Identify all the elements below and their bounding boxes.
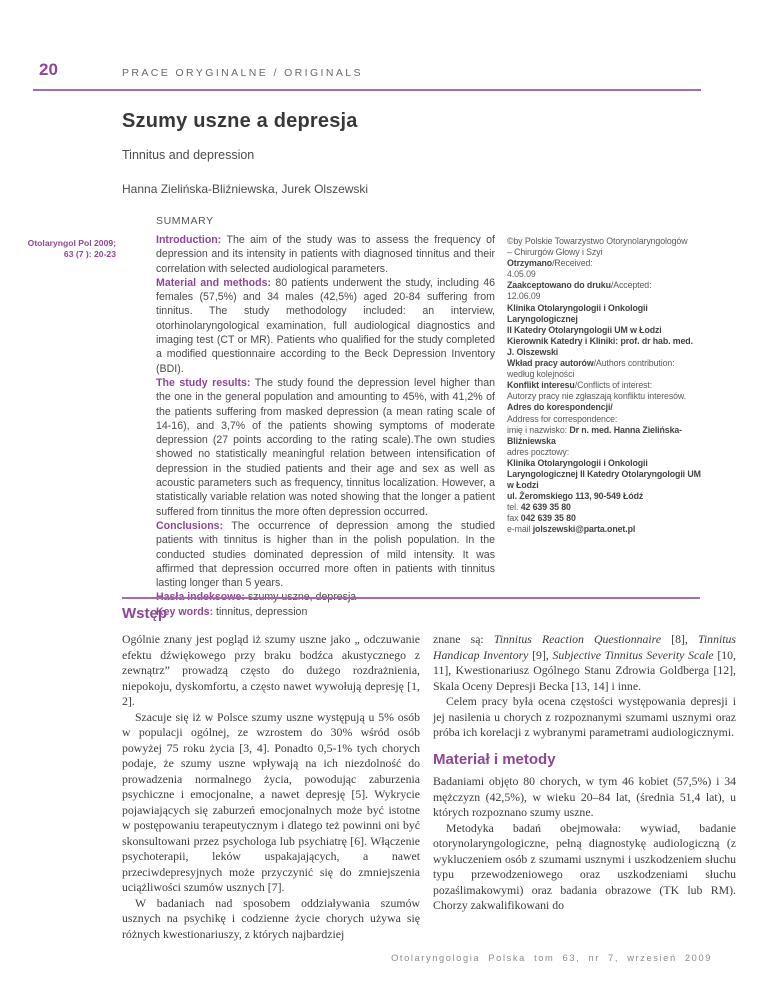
- metadata-line: [507, 280, 713, 291]
- section-divider-rule: [122, 597, 700, 599]
- summary-label: The study results:: [156, 376, 251, 389]
- bold-text: Konflikt interesu: [507, 380, 575, 391]
- text-segment: /Conflicts of interest:: [574, 380, 653, 391]
- bold-text: Wkład pracy autorów: [507, 358, 594, 369]
- metadata-line: [507, 380, 713, 391]
- citation-line: 63 (7 ): 20-23: [63, 249, 116, 259]
- text-segment: Address for correspondence:: [507, 413, 618, 424]
- text-segment: Autorzy pracy nie zgłaszają konfliktu interesów.: [507, 391, 687, 402]
- text-segment: Szacuje się iż w Polsce szumy uszne występują u 5% osób w populacji ogólnej, ze wzrostem do 30% wśród osób powyżej 75 roku życia [3, 4]. Ponadto 0,5-1% tych chorych podaje, że szumy uszne wpływają na ich niezdolność do prowadzenia normalnego życia, powodując zaburzenia psychiczne i emocjonalne, a nawet depresję [5]. Wykrycie pojawiających się zaburzeń emocjonalnych może być istotne w postępowaniu terapeutycznym i dlatego też powinni oni być skonsultowani przez psychologa lub psychiatrę [6]. Włączenie psychoterapii, leków uspakajających, a nawet przeciwdepresyjnych może przyczynić się do zmniejszenia uciążliwości szumów usznych [7].: [122, 709, 420, 894]
- bold-text: Adres do korespondencji/: [507, 402, 613, 413]
- metadata-line: [507, 402, 713, 413]
- text-segment: – Chirurgów Głowy i Szyi: [507, 247, 603, 258]
- section-heading: Materiał i metody: [433, 750, 556, 768]
- body-paragraph: [122, 632, 420, 710]
- metadata-line: [507, 425, 713, 436]
- citation-line: Otolaryngol Pol 2009;: [27, 238, 116, 248]
- text-segment: Metodyka badań obejmowała: wywiad, badanie otorynolaryngologiczne, pełną diagnostykę audiologiczną (z wykluczeniem osób z szumami usznymi i uszkodzeniem słuchu typu przewodzeniowego oraz uszkodzeniami słuchu pozaślimakowymi) oraz badania obrazowe (TK lub RM). Chorzy zakwalifikowani do: [433, 820, 736, 912]
- summary-section: [156, 215, 495, 619]
- bold-text: jolszewski@parta.onet.pl: [532, 524, 636, 535]
- metadata-line: [507, 436, 713, 447]
- metadata-line: [507, 269, 713, 280]
- metadata-line: [507, 480, 713, 491]
- summary-body: [156, 233, 495, 619]
- metadata-line: [507, 458, 713, 469]
- body-paragraph: [433, 821, 736, 914]
- body-column-right: [433, 632, 736, 914]
- bold-text: ul. Żeromskiego 113, 90-549 Łódź: [507, 491, 644, 502]
- body-paragraph: [433, 694, 736, 741]
- text-segment: [10, 11], Kwestionariusz Ogólnego Stanu Zdrowia Goldberga [12], Skala Oceny Depresji Becka [13, 14] i inne.: [433, 647, 736, 693]
- metadata-line: [507, 469, 713, 480]
- section-label: PRACE ORYGINALNE / ORIGINALS: [122, 67, 363, 79]
- metadata-line: [507, 325, 713, 336]
- text-segment: /Authors contribution:: [593, 358, 675, 369]
- text-segment: fax: [507, 513, 521, 524]
- text-segment: Celem pracy była ocena częstości występowania depresji i jej nasilenia u chorych z rozpoznanymi szumami usznymi oraz próba ich korelacji z wybranymi parametrami audiologicznymi.: [433, 694, 736, 739]
- summary-heading: SUMMARY: [156, 215, 214, 227]
- bold-text: Kierownik Katedry i Kliniki: prof. dr hab. med.: [507, 335, 693, 346]
- italic-term: Tinnitus Reaction Questionnaire: [493, 632, 662, 646]
- body-column-left: [122, 632, 420, 942]
- text-segment: W badaniach nad sposobem oddziaływania szumów usznych na psychikę i codzienne życie chorych używa się różnych kwestionariuszy, z których najbardziej: [122, 895, 420, 941]
- bold-text: Bliźniewska: [507, 435, 556, 446]
- text-segment: tel.: [507, 502, 521, 513]
- body-paragraph: [122, 710, 420, 896]
- summary-paragraph: Introduction: The aim of the study was to assess the frequency of depression and its intensity in patients with diagnosed tinnitus and their correlation with selected audiological parameters.: [156, 234, 495, 275]
- text-segment: Badaniami objęto 80 chorych, w tym 46 kobiet (57,5%) i 34 mężczyzn (42,5%), w wieku 20–84 lat, (średnia 51,4 lat), u których rozpoznano szumy uszne.: [433, 774, 736, 819]
- text-segment: adres pocztowy:: [507, 446, 570, 457]
- metadata-line: [507, 314, 713, 325]
- page-number: 20: [39, 60, 58, 79]
- summary-paragraph: Material and methods: 80 patients underwent the study, including 46 females (57,5%) and 34 males (42,5%) aged 20-84 suffering from tinnitus. The study methodology included: an interview, otorhinolaryngological examination, full audiological diagnostics and imaging test (CT or MR). Patients who qualified for the study completed a modified questionnaire according to the Beck Depression Inventory (BDI).: [156, 276, 495, 375]
- metadata-line: [507, 391, 713, 402]
- bold-text: J. Olszewski: [507, 346, 559, 357]
- metadata-line: [507, 369, 713, 380]
- bold-text: 42 639 35 80: [520, 502, 571, 513]
- journal-footer: Otolaryngologia Polska tom 63, nr 7, wrzesień 2009: [391, 953, 712, 963]
- text-segment: znane są:: [433, 632, 494, 646]
- article-authors: Hanna Zielińska-Bliźniewska, Jurek Olszewski: [122, 182, 369, 196]
- italic-term: Subjective Tinnitus Severity Scale: [552, 647, 714, 662]
- text-segment: e-mail: [507, 524, 533, 535]
- metadata-line: [507, 247, 713, 258]
- article-title: Szumy uszne a depresja: [122, 110, 358, 132]
- metadata-line: [507, 291, 713, 302]
- bold-text: Otrzymano: [507, 258, 553, 269]
- bold-text: 042 639 35 80: [520, 513, 576, 524]
- bold-text: Dr n. med. Hanna Zielińska-: [569, 424, 683, 435]
- metadata-line: [507, 358, 713, 369]
- metadata-line: [507, 502, 713, 513]
- metadata-line: [507, 513, 713, 524]
- summary-paragraph: The study results: The study found the depression level higher than the one in the general population and amounting to 45%, with 41,2% of the patients suffering from masked depression (a mean rating scale of 14-16), and 3,7% of the patients showing symptoms of moderate depression (27 points according to the rating scale).The own studies showed no statistically meaningful relation between intensification of depression in the studied patients and their age and sex as well as acoustic parameters such as frequency, tinnitus localization. However, a statistically variable relation was noted showing that the longer a patient suffered from tinnitus the more often depression occurred.: [156, 376, 495, 518]
- text-segment: [8],: [661, 632, 698, 646]
- text-segment: [9],: [528, 647, 553, 662]
- bold-text: Laryngologicznej II Katedry Otolaryngologii UM: [507, 468, 701, 479]
- text-segment: ©by Polskie Towarzystwo Otorynolaryngologów: [507, 236, 688, 246]
- bold-text: Laryngologicznej: [507, 313, 578, 324]
- body-paragraph: [122, 896, 420, 943]
- metadata-line: [507, 414, 713, 425]
- body-paragraph: [433, 774, 736, 821]
- masthead-rule: [33, 89, 701, 91]
- text-segment: według kolejności: [507, 369, 575, 380]
- section-heading-wstep: Wstęp: [122, 605, 167, 622]
- text-segment: Ogólnie znany jest pogląd iż szumy uszne jako „ odczuwanie efektu dźwiękowego przy braku bodźca akustycznego z zewnątrz” prowadzą często do dużego rozdrażnienia, niepokoju, dyskomfortu, a często nawet wywołują depresję [1, 2].: [122, 632, 420, 708]
- metadata-line: [507, 491, 713, 502]
- body-paragraph: [433, 632, 736, 694]
- citation-note: [22, 238, 116, 260]
- metadata-line: [507, 336, 713, 347]
- article-metadata: [507, 236, 713, 536]
- italic-term: Tinnitus Handicap Inventory: [433, 632, 737, 662]
- metadata-line: [507, 524, 713, 535]
- text-segment: /Received:: [552, 258, 593, 269]
- metadata-line: [507, 258, 713, 269]
- summary-paragraph: Key words: tinnitus, depression: [156, 605, 308, 618]
- text-segment: imię i nazwisko:: [507, 424, 570, 435]
- metadata-line: [507, 303, 713, 314]
- bold-text: Klinika Otolaryngologii i Onkologii: [507, 457, 648, 468]
- text-segment: 12.06.09: [507, 291, 541, 302]
- summary-label: Key words:: [156, 605, 214, 618]
- bold-text: Zaakceptowano do druku: [507, 280, 611, 291]
- bold-text: II Katedry Otolaryngologii UM w Łodzi: [507, 324, 662, 335]
- summary-label: Conclusions:: [156, 519, 224, 532]
- metadata-line: [507, 447, 713, 458]
- metadata-line: [507, 347, 713, 358]
- bold-text: Klinika Otolaryngologii i Onkologii: [507, 302, 648, 313]
- text-segment: 4.05.09: [507, 269, 536, 280]
- article-subtitle: Tinnitus and depression: [122, 148, 255, 162]
- summary-paragraph: Conclusions: The occurrence of depression among the studied patients with tinnitus is higher than in the polish population. In the conducted studies dominated depression of mild intensity. It was affirmed that depression occurred more often in patients with tinnitus lasting longer than 5 years.: [156, 519, 495, 590]
- summary-label: Introduction:: [156, 234, 222, 246]
- bold-text: w Łodzi: [507, 480, 539, 491]
- metadata-line: [507, 236, 713, 247]
- summary-label: Material and methods:: [156, 276, 272, 289]
- text-segment: /Accepted:: [610, 280, 652, 291]
